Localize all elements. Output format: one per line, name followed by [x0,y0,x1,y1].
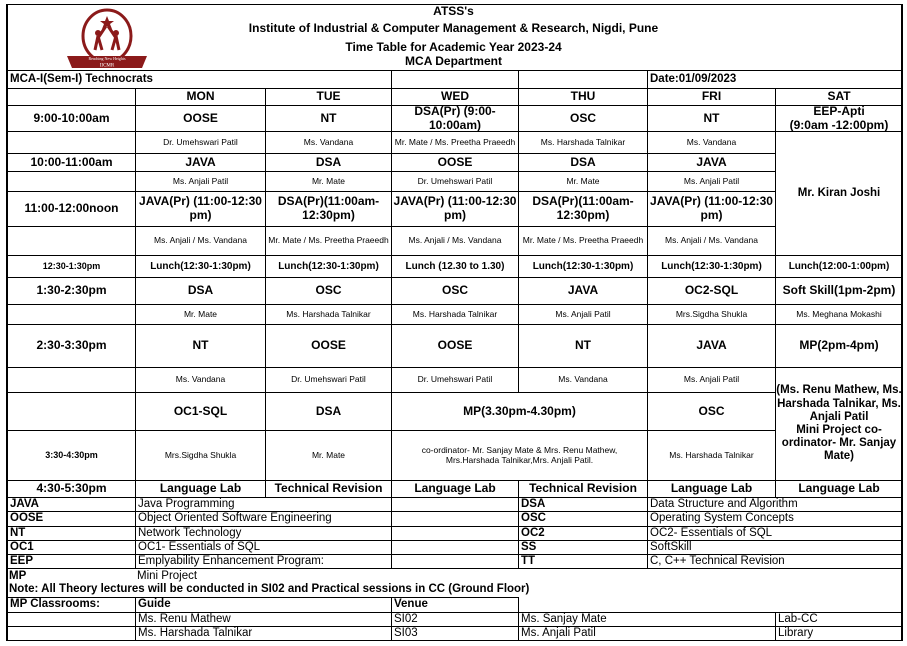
guide-name: Ms. Renu Mathew [135,612,392,627]
time-slot: 2:30-3:30pm [7,324,136,368]
timetable-title: Time Table for Academic Year 2023-24 [345,40,562,54]
schedule-cell: Mr. Mate [265,171,392,192]
legend-desc: SoftSkill [647,540,903,555]
venue: Lab-CC [775,612,903,627]
schedule-cell: Ms. Anjali Patil [518,304,648,325]
schedule-cell: Mr. Mate [518,171,648,192]
svg-text:Reaching New Heights: Reaching New Heights [88,56,126,61]
schedule-cell: Dr. Umehswari Patil [391,367,519,393]
schedule-cell-sat: Soft Skill(1pm-2pm) [775,277,903,305]
legend-abbr: EEP [7,554,136,569]
guide-name: Ms. Sanjay Mate [518,612,776,627]
schedule-cell: Technical Revision [265,480,392,498]
schedule-cell: Ms. Harshada Talnikar [518,131,648,154]
schedule-cell: Lunch(12:30-1:30pm) [647,255,776,278]
schedule-cell-sat: Ms. Meghana Mokashi [775,304,903,325]
blank-cell [7,88,136,106]
blank-cell [7,626,136,641]
legend-abbr: JAVA [7,497,136,512]
svg-text:IICMR: IICMR [99,63,115,69]
day-header: WED [391,88,519,106]
schedule-cell: DSA [135,277,266,305]
legend-abbr: MP [9,569,27,582]
schedule-cell: DSA(Pr)(11:00am-12:30pm) [518,191,648,227]
schedule-cell: Ms. Anjali / Ms. Vandana [135,226,266,256]
schedule-cell: OSC [647,392,776,431]
legend-abbr: OOSE [7,511,136,526]
day-header: FRI [647,88,776,106]
schedule-cell: Lunch(12:30-1:30pm) [265,255,392,278]
legend-abbr: SS [518,540,648,555]
schedule-cell-sat: Lunch(12:00-1:00pm) [775,255,903,278]
schedule-cell: Dr. Umehswari Patil [391,171,519,192]
blank-cell [7,612,136,627]
legend-abbr: OC1 [7,540,136,555]
schedule-cell: OOSE [391,324,519,368]
time-slot: 3:30-4:30pm [7,430,136,481]
legend-desc: OC1- Essentials of SQL [135,540,392,555]
schedule-cell: Dr. Umehswari Patil [265,367,392,393]
guide-name: Ms. Anjali Patil [518,626,776,641]
venue: SI02 [391,612,519,627]
time-slot: 1:30-2:30pm [7,277,136,305]
schedule-cell: JAVA [647,153,776,172]
schedule-cell: Language Lab [135,480,266,498]
schedule-cell: NT [647,105,776,132]
schedule-cell: DSA [518,153,648,172]
schedule-cell: Ms. Anjali Patil [647,171,776,192]
legend-desc: Emplyability Enhancement Program: [135,554,392,569]
schedule-cell: Mr. Mate [265,430,392,481]
schedule-cell: JAVA(Pr) (11:00-12:30 pm) [391,191,519,227]
schedule-cell: OC2-SQL [647,277,776,305]
schedule-cell: Technical Revision [518,480,648,498]
schedule-cell: co-ordinator- Mr. Sanjay Mate & Mrs. Renu Mathew, Mrs.Harshada Talnikar,Mrs. Anjali Patil. [391,430,648,481]
blank-cell [391,540,519,555]
time-slot [7,131,136,154]
schedule-cell: Ms. Harshada Talnikar [265,304,392,325]
legend-desc: OC2- Essentials of SQL [647,526,903,541]
time-slot [7,304,136,325]
guide-header: Guide [135,597,392,613]
legend-desc: Object Oriented Software Engineering [135,511,392,526]
schedule-cell: Dr. Umehswari Patil [135,131,266,154]
schedule-cell: NT [518,324,648,368]
schedule-cell: Mr. Mate / Ms. Preetha Praeedh [265,226,392,256]
schedule-cell: Ms. Anjali / Ms. Vandana [391,226,519,256]
blank-cell [518,70,648,89]
blank-cell [391,70,519,89]
schedule-cell: Mrs.Sigdha Shukla [135,430,266,481]
legend-abbr: OC2 [518,526,648,541]
schedule-cell: OSC [265,277,392,305]
schedule-cell: Ms. Vandana [518,367,648,393]
schedule-cell: OOSE [391,153,519,172]
blank-cell [391,526,519,541]
time-slot: 12:30-1:30pm [7,255,136,278]
schedule-cell: Language Lab [647,480,776,498]
note-text: Note: All Theory lectures will be conducted in SI02 and Practical sessions in CC (Ground Floor) [9,583,530,596]
schedule-cell: OOSE [265,324,392,368]
legend-abbr: DSA [518,497,648,512]
schedule-cell: Ms. Anjali Patil [647,367,776,393]
legend-abbr: TT [518,554,648,569]
schedule-cell-sat: Language Lab [775,480,903,498]
schedule-cell: Mr. Mate / Ms. Preetha Praeedh [391,131,519,154]
time-slot: 4:30-5:30pm [7,480,136,498]
blank-cell [391,497,519,512]
blank-cell [391,511,519,526]
schedule-cell: Mr. Mate / Ms. Preetha Praeedh [518,226,648,256]
legend-abbr: OSC [518,511,648,526]
schedule-cell: Lunch(12:30-1:30pm) [135,255,266,278]
venue: Library [775,626,903,641]
schedule-cell: Mrs.Sigdha Shukla [647,304,776,325]
schedule-cell: OC1-SQL [135,392,266,431]
blank-cell [391,554,519,569]
day-header: SAT [775,88,903,106]
schedule-cell-sat: Mr. Kiran Joshi [775,131,903,256]
legend-desc: C, C++ Technical Revision [647,554,903,569]
org-name: ATSS's [433,4,474,18]
schedule-cell: Ms. Anjali Patil [135,171,266,192]
schedule-cell: Ms. Harshada Talnikar [647,430,776,481]
schedule-cell: DSA(Pr) (9:00-10:00am) [391,105,519,132]
schedule-cell-sat: MP(2pm-4pm) [775,324,903,368]
date-label: Date:01/09/2023 [647,70,903,89]
schedule-cell: Lunch(12:30-1:30pm) [518,255,648,278]
day-header: TUE [265,88,392,106]
classrooms-label: MP Classrooms: [7,597,136,613]
legend-desc: Network Technology [135,526,392,541]
schedule-cell: OOSE [135,105,266,132]
legend-desc: Mini Project [137,569,198,582]
schedule-cell: OSC [391,277,519,305]
schedule-cell: JAVA(Pr) (11:00-12:30 pm) [647,191,776,227]
time-slot [7,226,136,256]
class-name: MCA-I(Sem-I) Technocrats [7,70,392,89]
schedule-cell: OSC [518,105,648,132]
schedule-cell: Mr. Mate [135,304,266,325]
department-name: MCA Department [405,54,502,68]
schedule-cell: JAVA [135,153,266,172]
schedule-cell: Ms. Anjali / Ms. Vandana [647,226,776,256]
legend-desc: Data Structure and Algorithm [647,497,903,512]
schedule-cell: DSA [265,153,392,172]
schedule-cell: Language Lab [391,480,519,498]
legend-abbr: NT [7,526,136,541]
schedule-cell: Lunch (12.30 to 1.30) [391,255,519,278]
time-slot [7,367,136,393]
schedule-cell: JAVA(Pr) (11:00-12:30 pm) [135,191,266,227]
time-slot [7,171,136,192]
venue: SI03 [391,626,519,641]
schedule-cell: Ms. Vandana [647,131,776,154]
schedule-cell: DSA [265,392,392,431]
schedule-cell: NT [265,105,392,132]
legend-desc: Operating System Concepts [647,511,903,526]
schedule-cell: JAVA [518,277,648,305]
time-slot: 11:00-12:00noon [7,191,136,227]
time-slot [7,392,136,431]
venue-header: Venue [391,597,519,613]
day-header: MON [135,88,266,106]
guide-name: Ms. Harshada Talnikar [135,626,392,641]
day-header: THU [518,88,648,106]
schedule-cell: Ms. Vandana [135,367,266,393]
schedule-cell-sat: EEP-Apti (9:0am -12:00pm) [775,105,903,132]
schedule-cell: MP(3.30pm-4.30pm) [391,392,648,431]
time-slot: 10:00-11:00am [7,153,136,172]
institute-name: Institute of Industrial & Computer Management & Research, Nigdi, Pune [248,21,659,35]
schedule-cell: DSA(Pr)(11:00am-12:30pm) [265,191,392,227]
schedule-cell: JAVA [647,324,776,368]
schedule-cell: Ms. Harshada Talnikar [391,304,519,325]
schedule-cell: Ms. Vandana [265,131,392,154]
legend-desc: Java Programming [135,497,392,512]
time-slot: 9:00-10:00am [7,105,136,132]
schedule-cell-sat: (Ms. Renu Mathew, Ms. Harshada Talnikar, Ms. Anjali Patil Mini Project co-ordinator- Mr. Sanjay Mate) [775,367,903,481]
schedule-cell: NT [135,324,266,368]
